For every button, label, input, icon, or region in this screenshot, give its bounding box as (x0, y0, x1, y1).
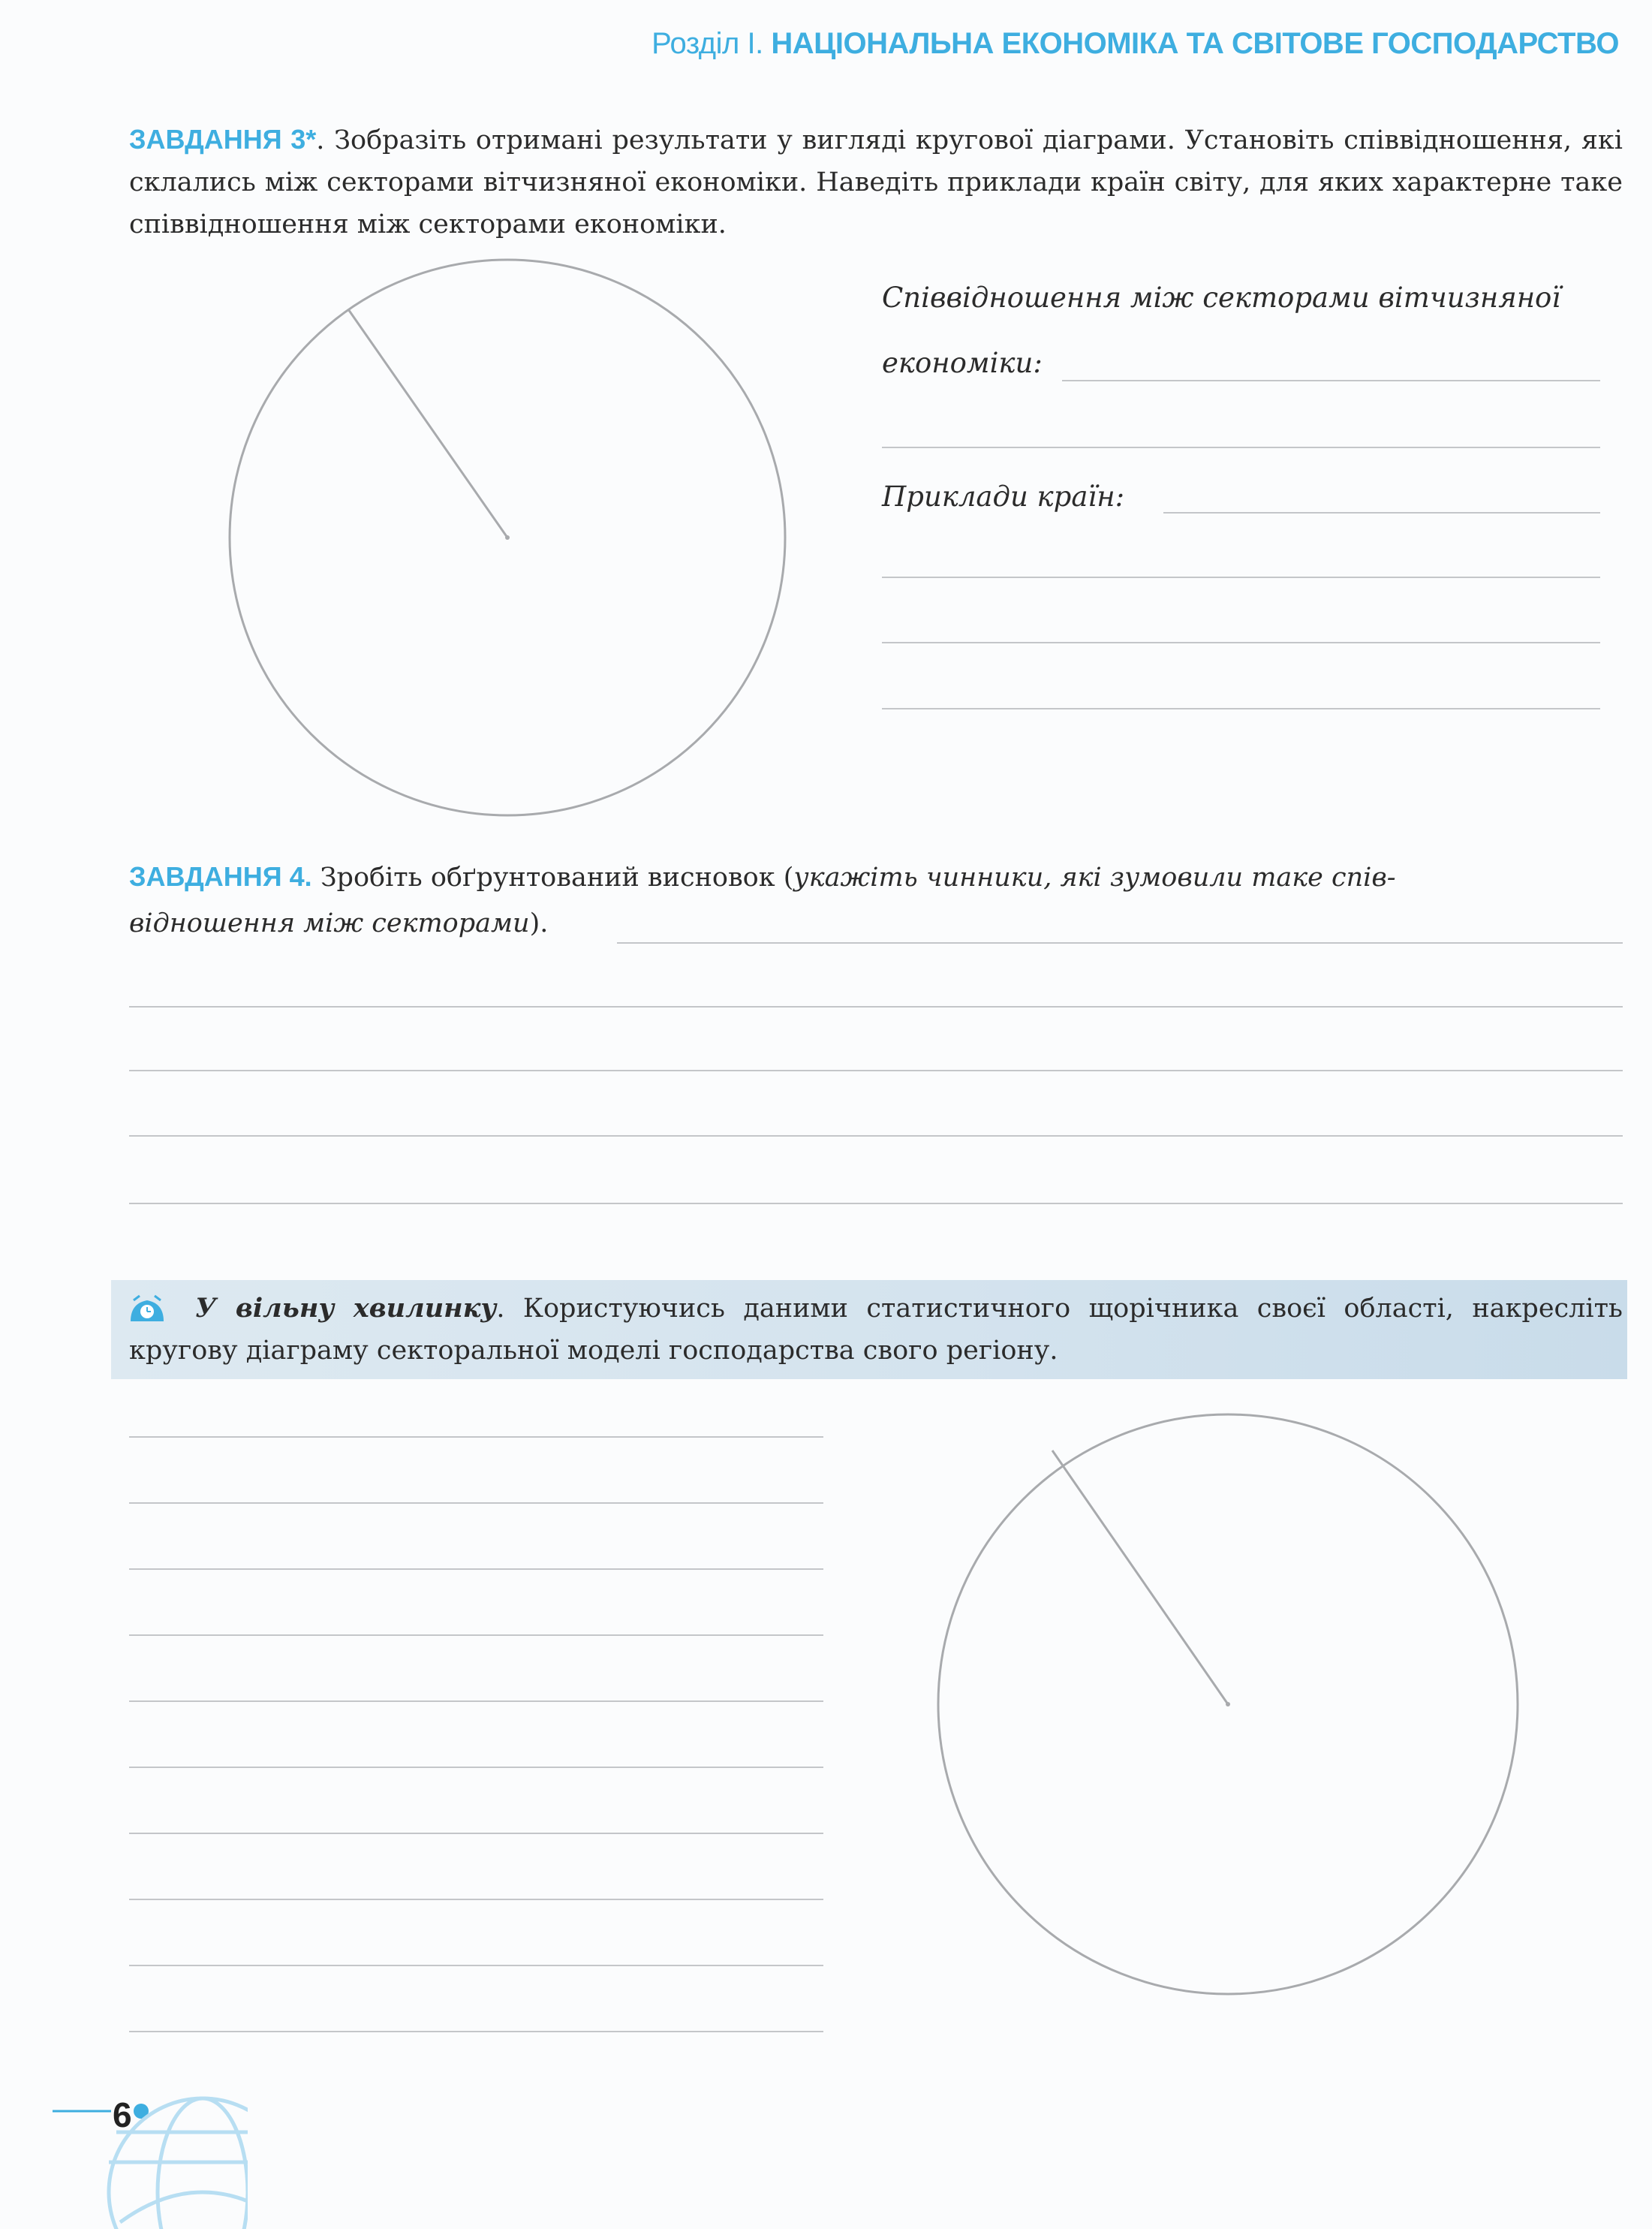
countries-answer-line-4[interactable] (882, 708, 1600, 709)
bonus-line-2[interactable] (129, 1502, 823, 1504)
task-4-answer-line-5[interactable] (129, 1203, 1623, 1204)
section-number: Розділ І. (651, 27, 763, 60)
section-title: НАЦІОНАЛЬНА ЕКОНОМІКА ТА СВІТОВЕ ГОСПОДАРСТВО (771, 27, 1619, 60)
bonus-line-3[interactable] (129, 1568, 823, 1570)
task-4-answer-line-1[interactable] (617, 942, 1623, 944)
task-4-italic-1: укажіть чинники, які зумовили таке спів- (793, 863, 1396, 893)
bonus-line-8[interactable] (129, 1899, 823, 1900)
pie-center-2 (1226, 1702, 1230, 1706)
task-3-label: ЗАВДАННЯ 3* (129, 124, 317, 155)
bonus-title: У вільну хвилинку (195, 1293, 497, 1324)
pie-chart-2[interactable] (938, 1411, 1554, 2027)
countries-answer-line-1[interactable] (1163, 512, 1600, 514)
ratio-answer-line-2[interactable] (882, 447, 1600, 448)
bonus-line-4[interactable] (129, 1634, 823, 1636)
task-3-text (129, 119, 1623, 245)
page-header (651, 27, 1619, 61)
task-4-answer-line-4[interactable] (129, 1135, 1623, 1137)
page-number: 6 (113, 2095, 132, 2134)
countries-label-text: Приклади країн (882, 480, 1115, 513)
pie-radius-2 (1052, 1450, 1228, 1704)
task-4-answer-line-2[interactable] (129, 1006, 1623, 1008)
task-4-body: Зробіть обґрунтований висновок ( (311, 863, 794, 893)
bonus-line-6[interactable] (129, 1767, 823, 1768)
task-4-italic-2: відношення між секторами (129, 908, 530, 938)
countries-answer-line-2[interactable] (882, 577, 1600, 578)
bonus-line-1[interactable] (129, 1436, 823, 1438)
bonus-body: . Користуючись даними статистичного щорічника своєї області, накресліть кругову діаграму секторальної моделі господарства свого регіону. (129, 1294, 1623, 1366)
pie-chart-1[interactable] (225, 255, 796, 826)
countries-answer-line-3[interactable] (882, 642, 1600, 643)
pie-center-1 (505, 535, 510, 540)
bonus-line-10[interactable] (129, 2031, 823, 2032)
bonus-line-9[interactable] (129, 1965, 823, 1966)
countries-label: Приклади країн: (882, 480, 1125, 513)
bonus-line-7[interactable] (129, 1833, 823, 1834)
ratio-answer-line-1[interactable] (1062, 380, 1600, 381)
task-4-tail: ). (529, 908, 549, 938)
task-4-line-2 (129, 908, 548, 938)
bonus-text (129, 1288, 1623, 1372)
task-3-body: . Зобразіть отримані результати у вигляді кругової діаграми. Установіть співвідношення, які склались між секторами вітчизняної економіки. Наведіть приклади країн світу, для яких характерне таке співвідношення між секторами економіки. (129, 125, 1623, 239)
bonus-line-5[interactable] (129, 1700, 823, 1702)
pie-radius-1 (348, 309, 507, 538)
task-4-text (129, 842, 1623, 912)
ratio-label-economy: економіки (882, 347, 1034, 379)
task-4-label: ЗАВДАННЯ 4. (129, 861, 312, 892)
ratio-label-line-2: економіки: (882, 347, 1043, 379)
ratio-label-line-1: Співвідношення між секторами вітчизняної (882, 282, 1561, 314)
globe-icon (53, 2072, 248, 2229)
task-4-answer-line-3[interactable] (129, 1070, 1623, 1071)
